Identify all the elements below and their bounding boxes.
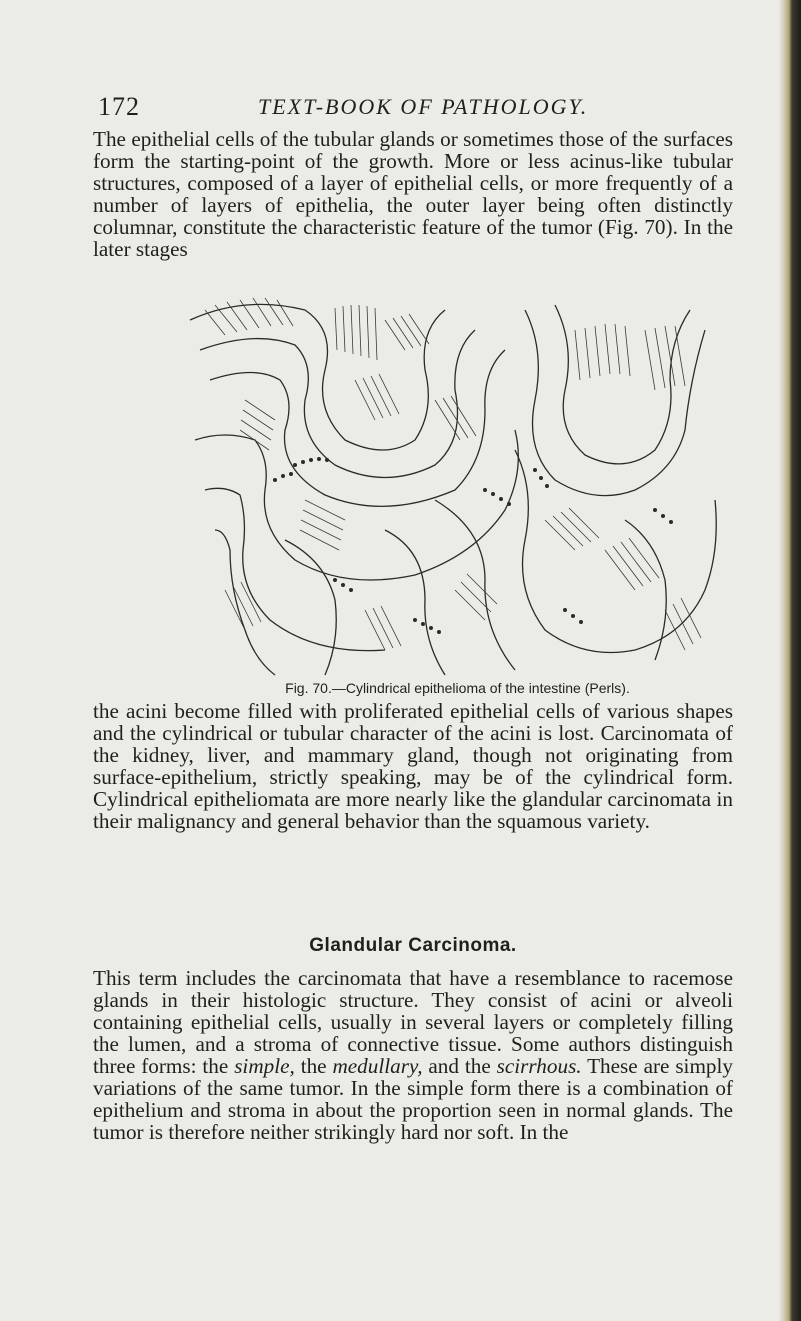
term-medullary: medullary, [332, 1054, 423, 1078]
term-simple: simple, [234, 1054, 295, 1078]
running-head [98, 92, 758, 122]
body-text: and the [422, 1054, 497, 1078]
page-number: 172 [98, 92, 140, 121]
paragraph-intro: The epithelial cells of the tubular glands or sometimes those of the surfaces form the starting-point of the growth. More or less acinus-like tubular structures, composed of a layer of epithelial cells, or more frequently of a number of layers of epithelia, the outer layer being often distinctly columnar, constitute the characteristic feature of the tumor (Fig. 70). In the later stages [93, 127, 733, 261]
paragraph-continuation: the acini become filled with proliferated epithelial cells of various shapes and the cylindrical or tubular character of the acini is lost. Carcinomata of the kidney, liver, and mammary gland, though not originating from surface-epithelium, strictly speaking, may be of the cylindrical form. Cylindrical epitheliomata are more nearly like the glandular carcinomata in their malignancy and general behavior than the squamous variety. [93, 699, 733, 833]
figure-illustration [185, 290, 730, 678]
term-scirrhous: scirrhous. [496, 1054, 582, 1078]
page-edge-shadow [779, 0, 801, 1321]
body-text: This term includes the carcinomata that have a resemblance to racemose glands in their histologic structure. They consist of acini or alveoli containing epithelial cells, usually in several layers or completely filling the lumen, and a stroma of connective tissue. Some authors distinguish three forms: the [93, 966, 733, 1078]
running-title: TEXT-BOOK OF PATHOLOGY. [258, 94, 589, 119]
epithelioma-engraving [185, 290, 730, 678]
body-text: These are simply variations of the same tumor. In the simple form there is a combination of epithelium and stroma in about the proportion seen in normal glands. The tumor is therefore neither strikingly hard nor soft. In the [93, 1054, 734, 1144]
body-text: the [294, 1054, 333, 1078]
section-heading: Glandular Carcinoma. [309, 935, 517, 956]
figure-caption: Fig. 70.—Cylindrical epithelioma of the intestine (Perls). [285, 680, 630, 696]
paragraph-glandular-carcinoma [93, 967, 733, 1143]
